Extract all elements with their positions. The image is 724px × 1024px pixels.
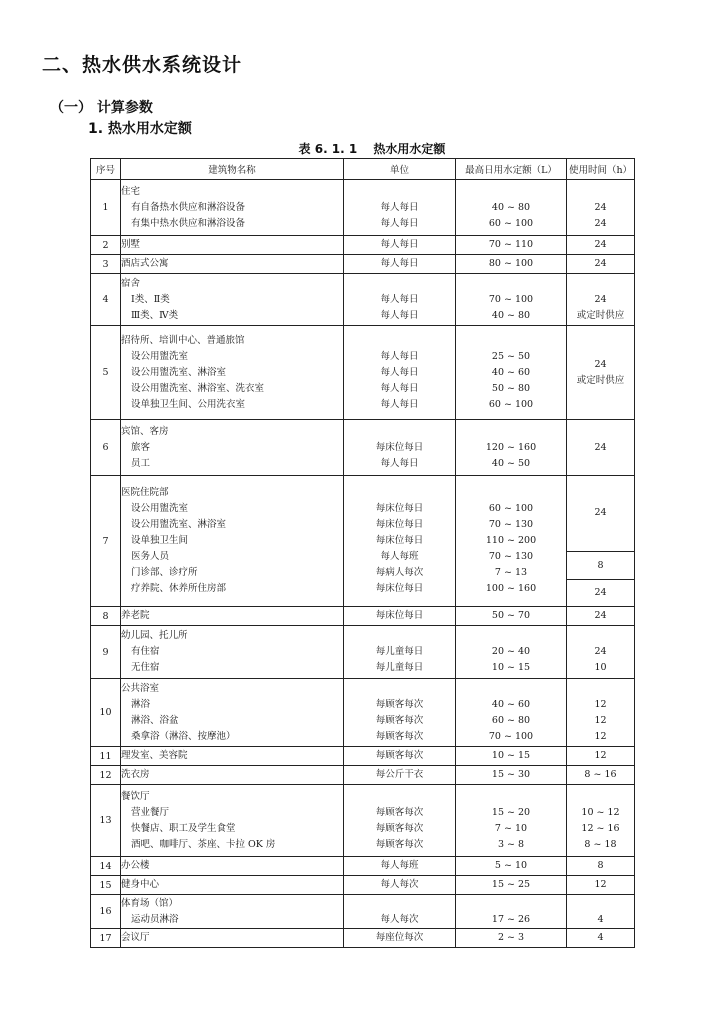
quota-cell bbox=[456, 420, 567, 476]
time-subcell bbox=[567, 476, 634, 551]
spacer bbox=[344, 789, 455, 805]
time-value: 24 bbox=[594, 239, 607, 250]
spacer bbox=[567, 681, 634, 697]
quota-cell bbox=[456, 236, 567, 255]
subsection-heading: （一） 计算参数 bbox=[50, 100, 153, 116]
building-category: 公共浴室 bbox=[121, 682, 160, 694]
row-number: 2 bbox=[91, 236, 121, 255]
building-name-cell bbox=[121, 876, 344, 895]
unit-value: 每人每日 bbox=[380, 382, 419, 394]
unit-value: 每顾客每次 bbox=[375, 806, 424, 818]
time-value: 24 bbox=[594, 441, 607, 453]
time-value: 24 bbox=[594, 610, 607, 621]
unit-value: 每顾客每次 bbox=[375, 714, 424, 726]
time-value: 10 bbox=[594, 662, 607, 673]
table-header-row bbox=[91, 159, 635, 180]
time-value: 12 ~ 16 bbox=[581, 822, 620, 834]
col-header-building: 建筑物名称 bbox=[121, 159, 344, 180]
row-number: 15 bbox=[91, 876, 121, 895]
time-cell bbox=[567, 236, 635, 255]
quota-value: 120 ~ 160 bbox=[485, 441, 537, 453]
time-value: 12 bbox=[594, 750, 607, 761]
building-subtype: 快餐店、职工及学生食堂 bbox=[131, 822, 236, 834]
time-value: 24 bbox=[594, 258, 607, 269]
building-subtype: 设公用盥洗室、淋浴室 bbox=[131, 519, 227, 530]
unit-value: 每顾客每次 bbox=[375, 838, 424, 850]
table-row bbox=[91, 180, 635, 236]
unit-value: 每人每日 bbox=[380, 258, 419, 269]
building-subtype: 淋浴 bbox=[131, 698, 151, 710]
building-category: 招待所、培训中心、普通旅馆 bbox=[121, 334, 245, 346]
quota-cell bbox=[456, 476, 567, 607]
table-row bbox=[91, 895, 635, 929]
time-cell bbox=[567, 895, 635, 929]
table-row bbox=[91, 607, 635, 626]
row-number: 9 bbox=[91, 626, 121, 679]
table-row bbox=[91, 876, 635, 895]
time-subcell bbox=[567, 551, 634, 580]
time-cell bbox=[567, 857, 635, 876]
row-number: 12 bbox=[91, 766, 121, 785]
unit-cell bbox=[344, 785, 456, 857]
time-cell bbox=[567, 929, 635, 948]
quota-value: 70 ~ 100 bbox=[488, 293, 534, 305]
unit-value: 每人每日 bbox=[380, 217, 419, 229]
building-name-cell bbox=[121, 929, 344, 948]
building-category: 医院住院部 bbox=[121, 487, 169, 498]
time-cell bbox=[567, 255, 635, 274]
spacer bbox=[456, 276, 566, 292]
unit-value: 每儿童每日 bbox=[375, 662, 424, 673]
unit-value: 每床位每日 bbox=[375, 503, 424, 514]
building-subtype: Ⅲ类、Ⅳ类 bbox=[131, 309, 179, 321]
quota-cell bbox=[456, 607, 567, 626]
building-name-cell bbox=[121, 420, 344, 476]
spacer bbox=[456, 681, 566, 697]
unit-value: 每床位每日 bbox=[375, 583, 424, 594]
time-cell bbox=[567, 626, 635, 679]
row-number: 8 bbox=[91, 607, 121, 626]
building-subtype: Ⅰ类、Ⅱ类 bbox=[131, 293, 170, 305]
unit-value: 每床位每日 bbox=[375, 519, 424, 530]
building-name-cell bbox=[121, 326, 344, 420]
table-row bbox=[91, 626, 635, 679]
building-subtype: 设单独卫生间、公用洗衣室 bbox=[131, 398, 246, 410]
building-name-cell bbox=[121, 236, 344, 255]
building-subtype: 淋浴、浴盆 bbox=[131, 714, 179, 726]
building-subtype: 设公用盥洗室 bbox=[131, 350, 189, 362]
quota-value: 40 ~ 80 bbox=[491, 309, 531, 321]
building-category: 会议厅 bbox=[121, 932, 150, 943]
quota-value: 80 ~ 100 bbox=[488, 258, 534, 269]
time-value: 24 bbox=[594, 646, 607, 657]
spacer bbox=[344, 276, 455, 292]
time-cell bbox=[567, 785, 635, 857]
table-row bbox=[91, 476, 635, 607]
quota-value: 2 ~ 3 bbox=[497, 932, 525, 943]
spacer bbox=[567, 184, 634, 200]
row-number: 7 bbox=[91, 476, 121, 607]
building-category: 办公楼 bbox=[121, 860, 150, 871]
quota-value: 70 ~ 130 bbox=[488, 519, 534, 530]
building-name-cell bbox=[121, 679, 344, 747]
spacer bbox=[456, 184, 566, 200]
building-name-cell bbox=[121, 747, 344, 766]
row-number: 6 bbox=[91, 420, 121, 476]
building-subtype: 疗养院、休养所住房部 bbox=[131, 583, 227, 594]
unit-cell bbox=[344, 236, 456, 255]
item-heading: 1. 热水用水定额 bbox=[88, 121, 192, 137]
quota-value: 15 ~ 30 bbox=[491, 769, 531, 780]
unit-value: 每床位每日 bbox=[375, 441, 424, 453]
spacer bbox=[456, 789, 566, 805]
quota-value: 70 ~ 100 bbox=[488, 730, 534, 742]
building-name-cell bbox=[121, 895, 344, 929]
spacer bbox=[344, 424, 455, 440]
quota-cell bbox=[456, 274, 567, 326]
time-value: 12 bbox=[594, 730, 607, 742]
quota-value: 3 ~ 8 bbox=[497, 838, 525, 850]
time-cell bbox=[567, 607, 635, 626]
unit-value: 每人每日 bbox=[380, 239, 419, 250]
quota-cell bbox=[456, 876, 567, 895]
quota-value: 40 ~ 80 bbox=[491, 201, 531, 213]
unit-cell bbox=[344, 476, 456, 607]
spacer bbox=[344, 184, 455, 200]
building-subtype: 设单独卫生间 bbox=[131, 535, 189, 546]
time-cell bbox=[567, 420, 635, 476]
time-value: 12 bbox=[594, 698, 607, 710]
quota-value: 17 ~ 26 bbox=[491, 913, 531, 925]
unit-value: 每人每日 bbox=[380, 398, 419, 410]
building-subtype: 桑拿浴（淋浴、按摩池） bbox=[131, 730, 236, 742]
building-subtype: 有自备热水供应和淋浴设备 bbox=[131, 201, 246, 213]
unit-cell bbox=[344, 876, 456, 895]
table-row bbox=[91, 420, 635, 476]
spacer bbox=[344, 485, 455, 501]
table-caption: 表 6. 1. 1 热水用水定额 bbox=[298, 142, 446, 156]
quota-value: 15 ~ 20 bbox=[491, 806, 531, 818]
building-subtype: 无住宿 bbox=[131, 662, 160, 673]
building-name-cell bbox=[121, 626, 344, 679]
spacer bbox=[456, 485, 566, 501]
spacer bbox=[344, 333, 455, 349]
table-body bbox=[91, 180, 635, 948]
unit-value: 每人每日 bbox=[380, 201, 419, 213]
building-category: 别墅 bbox=[121, 239, 141, 250]
col-header-no: 序号 bbox=[91, 159, 121, 180]
spacer bbox=[567, 896, 634, 912]
building-subtype: 有住宿 bbox=[131, 646, 160, 657]
unit-value: 每顾客每次 bbox=[375, 730, 424, 742]
quota-value: 60 ~ 100 bbox=[488, 217, 534, 229]
building-subtype: 设公用盥洗室、淋浴室、洗衣室 bbox=[131, 382, 265, 394]
unit-cell bbox=[344, 679, 456, 747]
unit-value: 每顾客每次 bbox=[375, 698, 424, 710]
section-heading: 二、热水供水系统设计 bbox=[42, 54, 243, 76]
time-value: 24 bbox=[594, 587, 607, 599]
quota-value: 20 ~ 40 bbox=[491, 646, 531, 657]
time-cell bbox=[567, 766, 635, 785]
hot-water-quota-table bbox=[90, 158, 635, 948]
row-number: 16 bbox=[91, 895, 121, 929]
time-cell bbox=[567, 747, 635, 766]
quota-value: 70 ~ 110 bbox=[488, 239, 534, 250]
quota-value: 40 ~ 50 bbox=[491, 457, 531, 469]
time-value: 或定时供应 bbox=[576, 374, 625, 386]
time-value: 24 bbox=[594, 358, 607, 370]
row-number: 4 bbox=[91, 274, 121, 326]
building-category: 理发室、美容院 bbox=[121, 750, 188, 761]
quota-cell bbox=[456, 255, 567, 274]
spacer bbox=[344, 896, 455, 912]
unit-cell bbox=[344, 895, 456, 929]
unit-value: 每座位每次 bbox=[375, 932, 424, 943]
unit-value: 每人每日 bbox=[380, 293, 419, 305]
quota-value: 60 ~ 100 bbox=[488, 398, 534, 410]
unit-value: 每人每班 bbox=[380, 551, 419, 562]
building-subtype: 设公用盥洗室、淋浴室 bbox=[131, 366, 227, 378]
quota-value: 5 ~ 10 bbox=[494, 860, 528, 871]
quota-value: 10 ~ 15 bbox=[491, 750, 531, 761]
quota-value: 40 ~ 60 bbox=[491, 366, 531, 378]
building-name-cell bbox=[121, 857, 344, 876]
time-cell bbox=[567, 274, 635, 326]
table-row bbox=[91, 857, 635, 876]
quota-cell bbox=[456, 326, 567, 420]
spacer bbox=[344, 628, 455, 644]
quota-cell bbox=[456, 747, 567, 766]
quota-value: 60 ~ 100 bbox=[488, 503, 534, 514]
unit-cell bbox=[344, 420, 456, 476]
time-cell bbox=[567, 876, 635, 895]
building-name-cell bbox=[121, 766, 344, 785]
time-value: 8 ~ 16 bbox=[584, 769, 617, 780]
time-value: 或定时供应 bbox=[576, 309, 625, 321]
quota-value: 7 ~ 10 bbox=[494, 822, 528, 834]
spacer bbox=[456, 628, 566, 644]
unit-value: 每人每日 bbox=[380, 457, 419, 469]
quota-cell bbox=[456, 180, 567, 236]
table-row bbox=[91, 236, 635, 255]
time-value: 8 bbox=[597, 559, 604, 571]
building-subtype: 医务人员 bbox=[131, 551, 170, 562]
building-category: 洗衣房 bbox=[121, 769, 150, 780]
spacer bbox=[456, 333, 566, 349]
building-name-cell bbox=[121, 255, 344, 274]
quota-value: 50 ~ 70 bbox=[491, 610, 531, 621]
building-category: 酒店式公寓 bbox=[121, 258, 169, 269]
unit-cell bbox=[344, 747, 456, 766]
unit-cell bbox=[344, 766, 456, 785]
unit-cell bbox=[344, 180, 456, 236]
unit-value: 每人每班 bbox=[380, 860, 419, 871]
time-cell bbox=[567, 326, 635, 420]
building-category: 宿舍 bbox=[121, 277, 141, 289]
time-value: 8 ~ 18 bbox=[584, 838, 617, 850]
time-value: 4 bbox=[597, 932, 604, 943]
quota-value: 15 ~ 25 bbox=[491, 879, 531, 890]
row-number: 11 bbox=[91, 747, 121, 766]
unit-cell bbox=[344, 326, 456, 420]
quota-cell bbox=[456, 785, 567, 857]
building-subtype: 门诊部、诊疗所 bbox=[131, 567, 198, 578]
row-number: 1 bbox=[91, 180, 121, 236]
spacer bbox=[567, 276, 634, 292]
row-number: 13 bbox=[91, 785, 121, 857]
quota-cell bbox=[456, 626, 567, 679]
building-name-cell bbox=[121, 785, 344, 857]
time-value: 24 bbox=[594, 507, 607, 519]
unit-cell bbox=[344, 274, 456, 326]
quota-cell bbox=[456, 766, 567, 785]
unit-cell bbox=[344, 626, 456, 679]
time-value: 24 bbox=[594, 201, 607, 213]
quota-cell bbox=[456, 679, 567, 747]
time-subcell bbox=[567, 579, 634, 606]
time-value: 12 bbox=[594, 879, 607, 890]
time-cell bbox=[567, 679, 635, 747]
time-value: 10 ~ 12 bbox=[581, 806, 620, 818]
row-number: 5 bbox=[91, 326, 121, 420]
time-cell bbox=[567, 476, 635, 607]
spacer bbox=[567, 789, 634, 805]
unit-cell bbox=[344, 929, 456, 948]
quota-value: 25 ~ 50 bbox=[491, 350, 531, 362]
spacer bbox=[567, 628, 634, 644]
table-row bbox=[91, 766, 635, 785]
unit-cell bbox=[344, 607, 456, 626]
building-category: 幼儿园、托儿所 bbox=[121, 630, 188, 641]
building-category: 健身中心 bbox=[121, 879, 160, 890]
table-row bbox=[91, 747, 635, 766]
building-subtype: 旅客 bbox=[131, 441, 151, 453]
row-number: 14 bbox=[91, 857, 121, 876]
table-row bbox=[91, 274, 635, 326]
quota-cell bbox=[456, 857, 567, 876]
col-header-quota: 最高日用水定额（L） bbox=[456, 159, 567, 180]
quota-value: 10 ~ 15 bbox=[491, 662, 531, 673]
spacer bbox=[456, 424, 566, 440]
unit-value: 每公斤干衣 bbox=[375, 769, 424, 780]
quota-value: 7 ~ 13 bbox=[494, 567, 528, 578]
unit-value: 每床位每日 bbox=[375, 535, 424, 546]
building-name-cell bbox=[121, 274, 344, 326]
unit-value: 每顾客每次 bbox=[375, 822, 424, 834]
quota-value: 50 ~ 80 bbox=[491, 382, 531, 394]
time-value: 4 bbox=[597, 913, 604, 925]
building-subtype: 运动员淋浴 bbox=[131, 913, 179, 925]
spacer bbox=[344, 681, 455, 697]
quota-value: 70 ~ 130 bbox=[488, 551, 534, 562]
time-value: 24 bbox=[594, 293, 607, 305]
building-category: 宾馆、客房 bbox=[121, 425, 169, 437]
quota-value: 110 ~ 200 bbox=[485, 535, 537, 546]
table-row bbox=[91, 679, 635, 747]
building-subtype: 员工 bbox=[131, 457, 151, 469]
quota-cell bbox=[456, 929, 567, 948]
building-name-cell bbox=[121, 607, 344, 626]
col-header-time: 使用时间（h） bbox=[567, 159, 635, 180]
spacer bbox=[456, 896, 566, 912]
building-category: 餐饮厅 bbox=[121, 790, 150, 802]
building-category: 养老院 bbox=[121, 610, 150, 621]
row-number: 3 bbox=[91, 255, 121, 274]
time-value: 12 bbox=[594, 714, 607, 726]
quota-value: 60 ~ 80 bbox=[491, 714, 531, 726]
unit-value: 每顾客每次 bbox=[375, 750, 424, 761]
quota-value: 100 ~ 160 bbox=[485, 583, 537, 594]
table-row bbox=[91, 929, 635, 948]
building-subtype: 酒吧、咖啡厅、茶座、卡拉 OK 房 bbox=[131, 838, 276, 850]
unit-cell bbox=[344, 255, 456, 274]
unit-value: 每人每次 bbox=[380, 913, 419, 925]
quota-cell bbox=[456, 895, 567, 929]
building-subtype: 设公用盥洗室 bbox=[131, 503, 189, 514]
time-cell bbox=[567, 180, 635, 236]
building-subtype: 有集中热水供应和淋浴设备 bbox=[131, 217, 246, 229]
unit-value: 每病人每次 bbox=[375, 567, 424, 578]
unit-value: 每人每日 bbox=[380, 350, 419, 362]
building-name-cell bbox=[121, 180, 344, 236]
col-header-unit: 单位 bbox=[344, 159, 456, 180]
table-row bbox=[91, 255, 635, 274]
unit-value: 每人每次 bbox=[380, 879, 419, 890]
table-row bbox=[91, 785, 635, 857]
building-name-cell bbox=[121, 476, 344, 607]
unit-value: 每儿童每日 bbox=[375, 646, 424, 657]
unit-value: 每人每日 bbox=[380, 309, 419, 321]
row-number: 17 bbox=[91, 929, 121, 948]
unit-value: 每床位每日 bbox=[375, 610, 424, 621]
table-row bbox=[91, 326, 635, 420]
unit-value: 每人每日 bbox=[380, 366, 419, 378]
time-value: 24 bbox=[594, 217, 607, 229]
building-subtype: 营业餐厅 bbox=[131, 806, 170, 818]
building-category: 体育场（馆） bbox=[121, 897, 179, 909]
time-value: 8 bbox=[597, 860, 604, 871]
unit-cell bbox=[344, 857, 456, 876]
quota-value: 40 ~ 60 bbox=[491, 698, 531, 710]
building-category: 住宅 bbox=[121, 185, 141, 197]
row-number: 10 bbox=[91, 679, 121, 747]
